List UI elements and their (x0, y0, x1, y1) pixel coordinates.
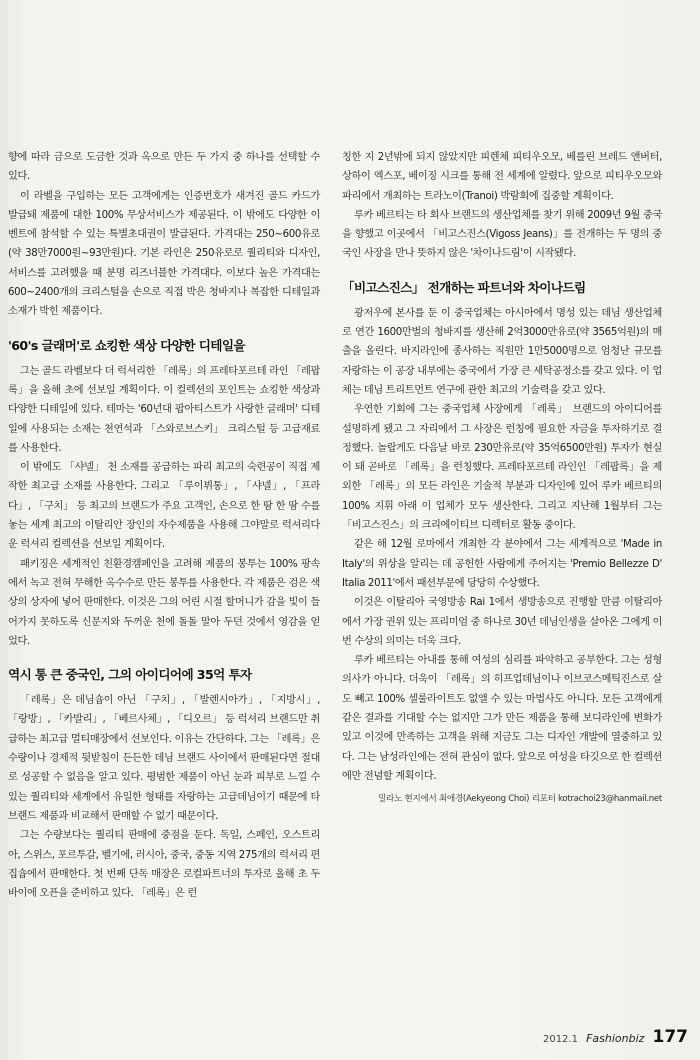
body-paragraph: 이 라벨을 구입하는 모든 고객에게는 인증번호가 새겨진 골드 카드가 발급돼 제품에 대한 100% 무상서비스가 제공된다. 이 밖에도 다양한 이벤트에 참석할 수 있는 특별초대권이 발급된다. 가격대는 250~600유로(약 38만7000원~93만원)다. 기본 라인은 250유로로 퀄리티와 디자인, 서비스를 고려했을 때 분명 리즈너블한 가격대다. 이보다 높은 가격대는 600~2400개의 크리스털을 손으로 직접 박은 청바지나 복잡한 디테일과 소재가 박힌 제품이다. (8, 190, 320, 318)
left-column (8, 148, 320, 903)
reporter-credit: 밀라노 현지에서 최애경(Aekyeong Choi) 리포터 kotrachoi23@hanmail.net (378, 794, 662, 805)
body-paragraph: 같은 해 12월 로마에서 개최한 각 분야에서 그는 세계적으로 'Made in Italy'의 위상을 알리는 데 공헌한 사람에게 주어지는 'Premio Bellezze D' Italia 2011'에서 패션부문에 당당히 수상했다. (342, 539, 662, 589)
issue-date: 2012.1 (542, 1034, 578, 1045)
body-paragraph: 이것은 이탈리아 국영방송 Rai 1에서 생방송으로 진행할 만큼 이탈리아에서 가장 권위 있는 프리미엄 중 하나로 30년 데님인생을 살아온 그에게 이번 수상의 의미는 더욱 크다. (342, 597, 662, 647)
body-paragraph: 루카 베르티는 타 회사 브랜드의 생산업체를 찾기 위해 2009년 9월 중국을 향했고 이곳에서 「비고스진스(Vigoss Jeans)」를 전개하는 두 명의 중국인 사장을 만나 뜻하지 않은 '차이나드림'이 시작됐다. (342, 209, 662, 260)
body-paragraph: 향에 따라 금으로 도금한 것과 옥으로 만든 두 가지 중 하나를 선택할 수 있다. (8, 152, 320, 183)
body-paragraph: 그는 골드 라벨보다 더 럭셔리한 「레록」의 프레타포르테 라인 「레팝록」을 올해 초에 선보일 계획이다. 이 컬렉션의 포인트는 쇼킹한 색상과 다양한 디테일에 있다. 테마는 '60년대 팝아티스트가 사랑한 글래머' 디테일에 사용되는 소재는 천연석과 「스와로브스키」 크리스털 등 고급재료를 사용한다. (8, 365, 320, 454)
page-number: 177 (652, 1027, 688, 1047)
body-paragraph: 「레록」은 데님숍이 아닌 「구치」, 「발렌시아가」, 「지방시」, 「랑방」, 「카발리」, 「베르사체」, 「디오르」 등 럭셔리 브랜드만 취급하는 최고급 멀티매장에서 선보인다. 이유는 간단하다. 그는 「레록」은 수량이나 경제적 뒷받침이 든든한 데님 브랜드 사이에서 판매된다면 절대로 성공할 수 없음을 알고 있다. 평범한 제품이 아닌 눈과 피부로 느낄 수 있는 퀄리티와 세계에서 유일한 형태를 자랑하는 고급데님이기 때문에 타 브랜드 제품과 비교해서 판매할 수 없기 때문이다. (8, 695, 320, 822)
body-paragraph: 우연한 기회에 그는 중국업체 사장에게 「레록」 브랜드의 아이디어를 설명하게 됐고 그 자리에서 그 사장은 런칭에 필요한 자금을 투자하기로 결정했다. 놀랍게도 다음날 바로 230만유로(약 35억6500만원) 투자가 현실이 돼 곧바로 「레록」을 런칭했다. 프레타포르테 라인인 「레팝록」을 제외한 「레록」의 모든 라인은 기술적 부분과 디자인에 있어 루카 베르티의 100% 지휘 아래 이 업체가 모두 생산한다. 그리고 지난해 1월부터 그는 「비고스진스」의 크리에이티브 디렉터로 활동 중이다. (342, 404, 662, 532)
body-paragraph: 이 밖에도 「샤넬」 천 소재를 공급하는 파리 최고의 숙련공이 직접 제작한 최고급 소재를 사용한다. 그리고 「루이뷔통」, 「샤넬」, 「프라다」, 「구치」 등 최고의 브랜드가 주요 고객인, 손으로 한 땀 한 땀 수를 놓는 세계 최고의 이탈리안 장인의 자수제품을 사용해 그야말로 럭셔리다운 럭셔리 컬렉션을 선보일 계획이다. (8, 462, 320, 551)
body-paragraph: 패키징은 세계적인 친환경캠페인을 고려해 제품의 봉투는 100% 팡속에서 녹고 전혀 무해한 옥수수로 만든 봉투를 사용한다. 각 제품은 검은 색상의 상자에 넣어 판매한다. 이것은 그의 어린 시절 할머니가 감을 빛이 들어가지 못하도록 신문지와 두꺼운 천에 돌돌 말아 두던 것에서 영감을 얻었다. (8, 558, 320, 647)
section-heading: '60's 글래머'로 쇼킹한 색상 다양한 디테일을 (8, 337, 245, 353)
body-paragraph: 루카 베르티는 아내를 통해 여성의 심리를 파악하고 공부한다. 그는 성형의사가 아니다. 더욱이 「레록」의 히프업데님이나 이브코스메틱진스로 살도 빼고 100% 셀룰라이트도 없앨 수 있는 마법사도 아니다. 모든 고객에게 같은 결과를 기대할 수는 없지만 그가 만든 제품을 통해 보디라인에 변화가 있고 이것에 만족하는 고객을 위해 지금도 그는 디자인 개발에 열중하고 있다. 그는 남성라인에는 전혀 관심이 없다. 앞으로 여성을 타깃으로 한 컬렉션에만 전념할 계획이다. (342, 655, 662, 782)
body-paragraph: 광저우에 본사를 둔 이 중국업체는 아시아에서 명성 있는 데님 생산업체로 연간 1600만벌의 청바지를 생산해 2억3000만유로(약 3565억원)의 매출을 올린다. 바지라인에 종사하는 직원만 1만5000명으로 엄청난 규모를 자랑하는 이 공장 내부에는 중국에서 가장 큰 세탁공정소를 갖고 있다. 이 업체는 데님 트리트먼트 연구에 관한 최고의 기술력을 갖고 있다. (342, 307, 662, 396)
body-paragraph: 칭한 지 2년밖에 되지 않았지만 피렌체 피티우오모, 베를린 브레드 앤버터, 상하이 엑스포, 베이징 시크를 통해 전 세계에 알렸다. 앞으로 피티우오모와 파리에서 개최하는 트라노이(Tranoi) 박람회에 집중할 계획이다. (342, 152, 662, 202)
page-footer (498, 1027, 688, 1047)
magazine-name: Fashionbiz (586, 1032, 645, 1045)
body-paragraph: 그는 수량보다는 퀄리티 판매에 중점을 둔다. 독일, 스페인, 오스트리아, 스위스, 포르투갈, 벨기에, 러시아, 중국, 중동 지역 275개의 럭셔리 편집숍에서 판매한다. 첫 번째 단독 매장은 로컬파트너의 투자로 올해 초 두바이에 오픈을 준비하고 있다. 「레록」은 런 (8, 830, 320, 900)
section-heading: 역시 통 큰 중국인, 그의 아이디어에 35억 투자 (8, 667, 252, 683)
section-heading: 「비고스진스」 전개하는 파트너와 차이나드림 (342, 279, 586, 295)
right-column (342, 148, 662, 806)
